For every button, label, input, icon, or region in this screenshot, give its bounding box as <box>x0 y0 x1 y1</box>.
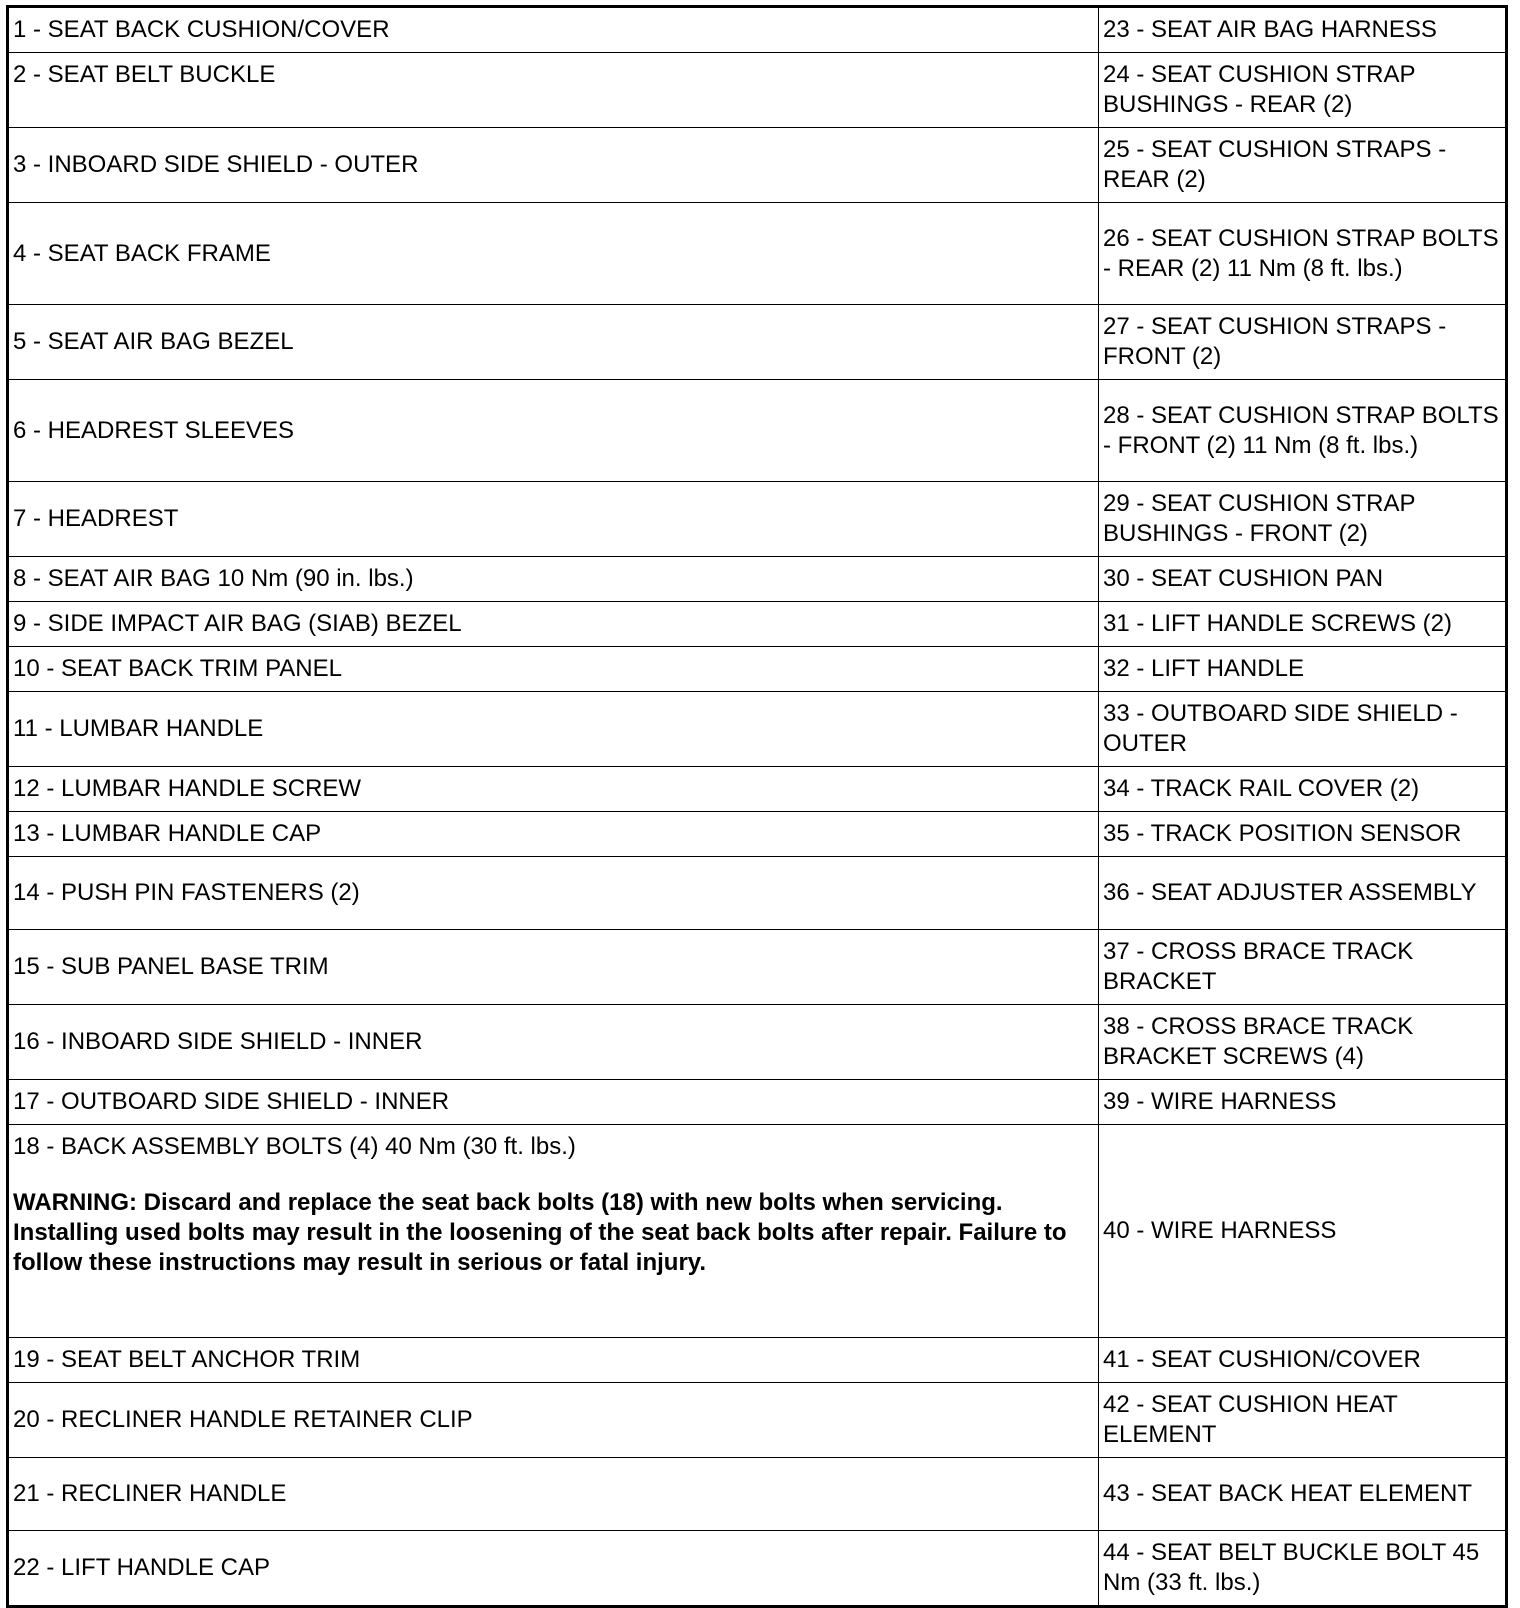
legend-cell-right: 37 - CROSS BRACE TRACK BRACKET <box>1099 930 1507 1005</box>
legend-cell-left: 14 - PUSH PIN FASTENERS (2) <box>8 857 1099 930</box>
legend-cell-left: 20 - RECLINER HANDLE RETAINER CLIP <box>8 1383 1099 1458</box>
legend-cell-right: 26 - SEAT CUSHION STRAP BOLTS - REAR (2) 11 Nm (8 ft. lbs.) <box>1099 203 1507 305</box>
legend-cell-left-text: 18 - BACK ASSEMBLY BOLTS (4) 40 Nm (30 ft. lbs.) <box>13 1133 576 1160</box>
legend-cell-left: 19 - SEAT BELT ANCHOR TRIM <box>8 1338 1099 1383</box>
table-row <box>8 930 1507 1005</box>
table-row <box>8 1531 1507 1607</box>
legend-cell-right: 38 - CROSS BRACE TRACK BRACKET SCREWS (4) <box>1099 1005 1507 1080</box>
table-row <box>8 1383 1507 1458</box>
legend-cell-right: 30 - SEAT CUSHION PAN <box>1099 557 1507 602</box>
table-row <box>8 692 1507 767</box>
legend-cell-right: 39 - WIRE HARNESS <box>1099 1080 1507 1125</box>
legend-cell-right: 23 - SEAT AIR BAG HARNESS <box>1099 7 1507 53</box>
legend-cell-right: 35 - TRACK POSITION SENSOR <box>1099 812 1507 857</box>
legend-cell-left: 7 - HEADREST <box>8 482 1099 557</box>
legend-cell-left: 5 - SEAT AIR BAG BEZEL <box>8 305 1099 380</box>
table-row <box>8 812 1507 857</box>
table-row <box>8 305 1507 380</box>
legend-cell-left: 22 - LIFT HANDLE CAP <box>8 1531 1099 1607</box>
legend-cell-left-warning-row <box>8 1125 1099 1338</box>
legend-cell-left: 16 - INBOARD SIDE SHIELD - INNER <box>8 1005 1099 1080</box>
legend-cell-left: 2 - SEAT BELT BUCKLE <box>8 53 1099 128</box>
legend-cell-left: 11 - LUMBAR HANDLE <box>8 692 1099 767</box>
legend-cell-left: 21 - RECLINER HANDLE <box>8 1458 1099 1531</box>
legend-cell-left: 3 - INBOARD SIDE SHIELD - OUTER <box>8 128 1099 203</box>
legend-cell-right: 34 - TRACK RAIL COVER (2) <box>1099 767 1507 812</box>
legend-cell-right: 32 - LIFT HANDLE <box>1099 647 1507 692</box>
table-row <box>8 767 1507 812</box>
legend-cell-right: 41 - SEAT CUSHION/COVER <box>1099 1338 1507 1383</box>
table-row <box>8 857 1507 930</box>
table-row <box>8 1005 1507 1080</box>
table-row <box>8 1080 1507 1125</box>
legend-cell-right: 43 - SEAT BACK HEAT ELEMENT <box>1099 1458 1507 1531</box>
table-row <box>8 647 1507 692</box>
table-row <box>8 1125 1507 1338</box>
table-row <box>8 482 1507 557</box>
legend-cell-left: 17 - OUTBOARD SIDE SHIELD - INNER <box>8 1080 1099 1125</box>
parts-legend-table <box>6 5 1508 1608</box>
legend-cell-right: 42 - SEAT CUSHION HEAT ELEMENT <box>1099 1383 1507 1458</box>
legend-cell-left: 6 - HEADREST SLEEVES <box>8 380 1099 482</box>
table-row <box>8 53 1507 128</box>
legend-cell-left: 1 - SEAT BACK CUSHION/COVER <box>8 7 1099 53</box>
table-row <box>8 128 1507 203</box>
table-row <box>8 557 1507 602</box>
table-row <box>8 1338 1507 1383</box>
legend-cell-left: 4 - SEAT BACK FRAME <box>8 203 1099 305</box>
table-row <box>8 1458 1507 1531</box>
legend-cell-right: 33 - OUTBOARD SIDE SHIELD - OUTER <box>1099 692 1507 767</box>
legend-cell-right: 44 - SEAT BELT BUCKLE BOLT 45 Nm (33 ft. lbs.) <box>1099 1531 1507 1607</box>
warning-text: WARNING: Discard and replace the seat back bolts (18) with new bolts when servicing. Installing used bolts may result in the loosening of the seat back bolts after repair. Failure to follow these instructions may result in serious or fatal injury. <box>13 1189 1067 1276</box>
legend-cell-right: 24 - SEAT CUSHION STRAP BUSHINGS - REAR (2) <box>1099 53 1507 128</box>
legend-cell-right: 27 - SEAT CUSHION STRAPS - FRONT (2) <box>1099 305 1507 380</box>
legend-cell-right: 25 - SEAT CUSHION STRAPS - REAR (2) <box>1099 128 1507 203</box>
legend-cell-right: 29 - SEAT CUSHION STRAP BUSHINGS - FRONT (2) <box>1099 482 1507 557</box>
table-row <box>8 203 1507 305</box>
table-row <box>8 380 1507 482</box>
legend-cell-left: 12 - LUMBAR HANDLE SCREW <box>8 767 1099 812</box>
legend-cell-left: 9 - SIDE IMPACT AIR BAG (SIAB) BEZEL <box>8 602 1099 647</box>
legend-cell-left: 15 - SUB PANEL BASE TRIM <box>8 930 1099 1005</box>
legend-cell-left: 8 - SEAT AIR BAG 10 Nm (90 in. lbs.) <box>8 557 1099 602</box>
legend-cell-left: 13 - LUMBAR HANDLE CAP <box>8 812 1099 857</box>
legend-cell-right: 36 - SEAT ADJUSTER ASSEMBLY <box>1099 857 1507 930</box>
legend-cell-right: 40 - WIRE HARNESS <box>1099 1125 1507 1338</box>
legend-cell-right: 31 - LIFT HANDLE SCREWS (2) <box>1099 602 1507 647</box>
legend-cell-right: 28 - SEAT CUSHION STRAP BOLTS - FRONT (2) 11 Nm (8 ft. lbs.) <box>1099 380 1507 482</box>
table-row <box>8 7 1507 53</box>
table-row <box>8 602 1507 647</box>
legend-cell-left: 10 - SEAT BACK TRIM PANEL <box>8 647 1099 692</box>
